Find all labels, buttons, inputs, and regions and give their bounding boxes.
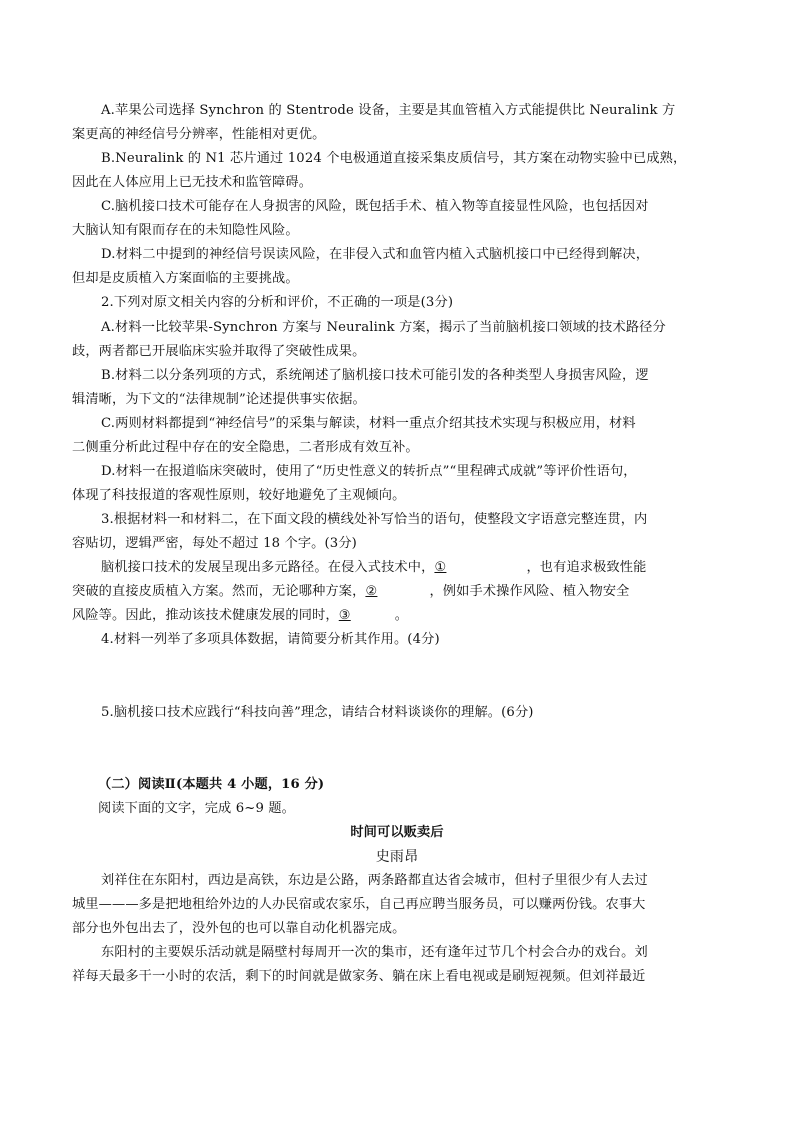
q1-option-b-line2: 因此在人体应用上已无技术和监管障碍。 (72, 175, 313, 190)
q2-option-b-line2: 辑清晰，为下文的“法律规制”论述提供事实依据。 (72, 392, 366, 407)
q2-option-a-line2: 歧，两者都已开展临床实验并取得了突破性成果。 (72, 344, 366, 359)
q2-option-b-line1: B.材料二以分条列项的方式，系统阐述了脑机接口技术可能引发的各种类型人身损害风险，逻 (101, 368, 649, 383)
article-title: 时间可以贩卖后 (350, 825, 444, 840)
answer-blank-1[interactable]: ① (434, 560, 447, 575)
q3-passage-text: ，例如手术操作风险、植入物安全 (429, 584, 630, 599)
q2-option-c-line2: 二侧重分析此过程中存在的安全隐患，二者形成有效互补。 (72, 440, 419, 455)
q1-option-c-line2: 大脑认知有限而存在的未知隐性风险。 (72, 223, 299, 238)
q2-option-a-line1: A.材料一比较苹果-Synchron 方案与 Neuralink 方案，揭示了当前脑机接口领域的技术路径分 (101, 320, 666, 335)
q3-passage-text: 突破的直接皮质植入方案。然而，无论哪种方案， (72, 584, 366, 599)
q3-passage-text: 风险等。因此，推动该技术健康发展的同时， (72, 608, 339, 623)
q3-stem-line1: 3.根据材料一和材料二，在下面文段的横线处补写恰当的语句，使整段文字语意完整连贯，内 (101, 512, 648, 527)
q2-stem: 2.下列对原文相关内容的分析和评价，不正确的一项是(3分) (101, 295, 454, 310)
answer-blank-2[interactable]: ② (365, 584, 378, 599)
q1-option-c-line1: C.脑机接口技术可能存在人身损害的风险，既包括手术、植入物等直接显性风险，也包括因对 (101, 199, 649, 214)
section-heading: （二）阅读Ⅱ(本题共 4 小题，16 分) (98, 777, 325, 792)
q3-passage-line2 (72, 582, 630, 602)
q2-option-d-line2: 体现了科技报道的客观性原则，较好地避免了主观倾向。 (72, 488, 406, 503)
q3-stem-line2: 容贴切，逻辑严密，每处不超过 18 个字。(3分) (72, 536, 357, 551)
q3-passage-line3 (72, 606, 408, 626)
q1-option-a-line2: 案更高的神经信号分辨率，性能相对更优。 (72, 127, 326, 142)
q1-option-d-line2: 但却是皮质植入方案面临的主要挑战。 (72, 271, 299, 286)
q3-passage-line1 (101, 558, 646, 578)
q3-passage-text: ，也有追求极致性能 (526, 560, 647, 575)
q2-option-c-line1: C.两则材料都提到“神经信号”的采集与解读，材料一重点介绍其技术实现与积极应用，材料 (101, 416, 636, 431)
q4-stem: 4.材料一列举了多项具体数据，请简要分析其作用。(4分) (101, 632, 440, 647)
para1-line2: 城里———多是把地租给外边的人办民宿或农家乐，自己再应聘当服务员，可以赚两份钱。农事大 (72, 897, 646, 912)
article-author: 史雨昂 (375, 849, 419, 865)
q2-option-d-line1: D.材料一在报道临床突破时，使用了“历史性意义的转折点”“里程碑式成就”等评价性语句， (101, 464, 637, 479)
para2-line1: 东阳村的主要娱乐活动就是隔壁村每周开一次的集市，还有逢年过节几个村会合办的戏台。刘 (101, 945, 648, 960)
q5-stem: 5.脑机接口技术应践行“科技向善”理念，请结合材料谈谈你的理解。(6分) (101, 705, 534, 720)
para1-line1: 刘祥住在东阳村，西边是高铁，东边是公路，两条路都直达省会城市，但村子里很少有人去过 (101, 873, 648, 888)
q3-passage-text: 。 (394, 608, 409, 623)
q1-option-d-line1: D.材料二中提到的神经信号误读风险，在非侵入式和血管内植入式脑机接口中已经得到解决， (101, 247, 650, 262)
q1-option-b-line1: B.Neuralink 的 N1 芯片通过 1024 个电极通道直接采集皮质信号，其方案在动物实验中已成熟， (101, 151, 687, 166)
para1-line3: 部分也外包出去了，没外包的也可以靠自动化机器完成。 (72, 921, 406, 936)
q3-passage-text: 脑机接口技术的发展呈现出多元路径。在侵入式技术中， (101, 560, 435, 575)
answer-blank-3[interactable]: ③ (338, 608, 351, 623)
para2-line2: 祥每天最多干一小时的农活，剩下的时间就是做家务、躺在床上看电视或是刷短视频。但刘祥最近 (72, 969, 646, 984)
section-instruction: 阅读下面的文字，完成 6~9 题。 (98, 801, 296, 816)
q1-option-a-line1: A.苹果公司选择 Synchron 的 Stentrode 设备，主要是其血管植入方式能提供比 Neuralink 方 (101, 103, 676, 118)
